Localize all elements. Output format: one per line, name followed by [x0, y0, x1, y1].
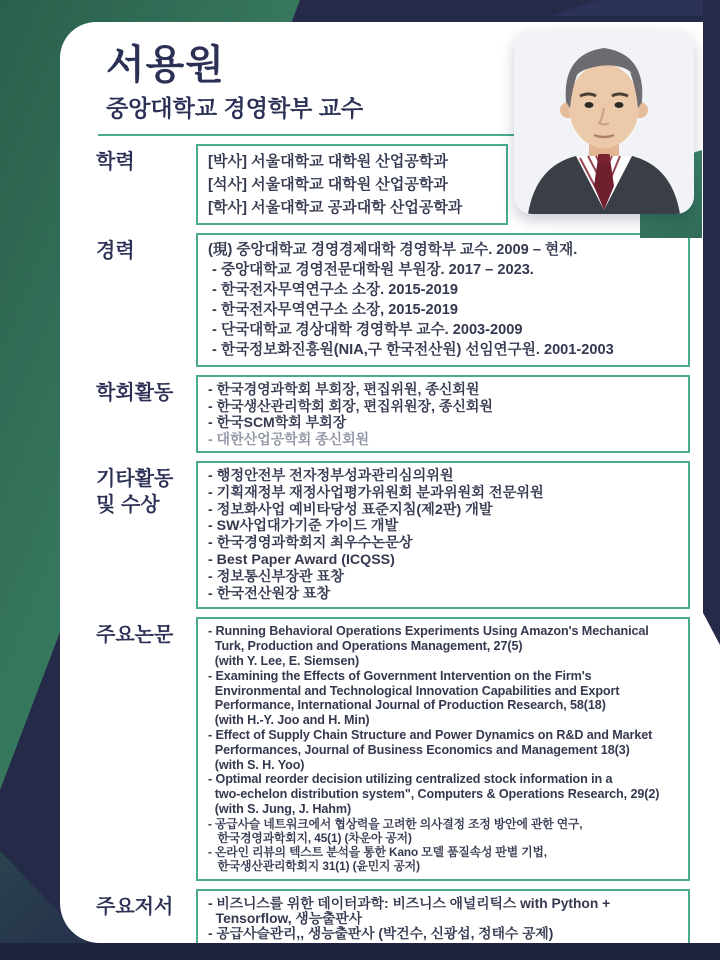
text-line: Performance, International Journal of Production Research, 58(18) — [208, 698, 606, 713]
text-line: - 정보통신부장관 표창 — [208, 568, 344, 585]
section-label-text: 경력 — [96, 240, 135, 262]
background-top-right-accent — [550, 0, 720, 16]
text-line: - 한국생산관리학회 회장, 편집위원장, 종신회원 — [208, 397, 493, 414]
profile-card — [60, 22, 720, 943]
text-line: (with Y. Lee, E. Siemsen) — [208, 653, 360, 668]
text-line: - Running Behavioral Operations Experiments Using Amazon's Mechanical — [208, 624, 649, 639]
text-line: - 온라인 리뷰의 텍스트 분석을 통한 Kano 모델 품질속성 판별 기법, — [208, 845, 547, 860]
section-papers — [96, 617, 690, 880]
section-label-text: 학력 — [96, 151, 135, 173]
section-label-text: 주요저서 — [96, 895, 174, 918]
profile-photo — [514, 30, 694, 214]
text-line: [학사] 서울대학교 공과대학 산업공학과 — [208, 199, 463, 216]
text-line: - Best Paper Award (ICQSS) — [208, 551, 395, 568]
text-line: - 단국대학교 경상대학 경영학부 교수. 2003-2009 — [208, 322, 523, 338]
section-label-text: 및 수상 — [96, 494, 160, 516]
text-line: - 한국SCM학회 부회장 — [208, 414, 347, 430]
text-line: Performances, Journal of Business Economics and Management 18(3) — [208, 742, 630, 757]
text-line: [박사] 서울대학교 대학원 산업공학과 — [208, 153, 448, 170]
section-label-text: 주요논문 — [96, 624, 174, 647]
text-line: - 비즈니스를 위한 데이터과학: 비즈니스 애널리틱스 with Python + — [208, 895, 611, 911]
text-line: - 한국전자무역연구소 소장, 2015-2019 — [208, 302, 458, 318]
text-line: - 공급사슬관리,, 생능출판사 (박건수, 신광섭, 정태수 공제) — [208, 925, 554, 941]
section-box-education — [196, 144, 508, 225]
text-line: - 행정안전부 전자정부성과관리심의위원 — [208, 468, 454, 484]
text-line: [석사] 서울대학교 대학원 산업공학과 — [208, 176, 448, 193]
section-books — [96, 889, 690, 948]
text-line: Environmental and Technological Innovation Capabilities and Export — [208, 683, 620, 698]
text-line: - 정보화사업 예비타당성 표준지침(제2판) 개발 — [208, 501, 493, 518]
header-divider — [98, 134, 541, 136]
section-box-etc-awards — [196, 461, 690, 609]
text-line: Turk, Production and Operations Management, 27(5) — [208, 639, 523, 654]
portrait-illustration — [514, 30, 694, 214]
text-line: (現) 중앙대학교 경영경제대학 경영학부 교수. 2009 – 현재. — [208, 242, 578, 258]
text-line: 한국생산관리학회지 31(1) (윤민지 공저) — [208, 859, 420, 874]
section-label-papers — [96, 617, 196, 648]
text-line: - 한국전산원장 표창 — [208, 585, 331, 602]
text-line: (with S. Jung, J. Hahm) — [208, 801, 352, 816]
text-line: - 한국경영과학회지 최우수논문상 — [208, 535, 413, 552]
section-label-text: 기타활동 — [96, 468, 174, 490]
text-line: - Examining the Effects of Government Intervention on the Firm's — [208, 668, 592, 683]
section-label-etc-awards — [96, 461, 196, 518]
section-label-books — [96, 889, 196, 920]
section-label-education — [96, 144, 196, 175]
section-box-career — [196, 233, 690, 367]
text-line: 한국경영과학회지, 45(1) (차운아 공저) — [208, 830, 412, 845]
section-box-papers — [196, 617, 690, 880]
text-line: two-echelon distribution system", Computers & Operations Research, 29(2) — [208, 787, 660, 802]
section-society — [96, 375, 690, 453]
text-line: (with S. H. Yoo) — [208, 757, 305, 772]
sections-container — [96, 144, 690, 948]
section-career — [96, 233, 690, 367]
text-line: - 대한산업공학회 종신회원 — [208, 430, 370, 447]
text-line: - 공급사슬 네트워크에서 협상력을 고려한 의사결정 조정 방안에 관한 연구, — [208, 816, 583, 831]
section-etc-awards — [96, 461, 690, 609]
text-line: (with H.-Y. Joo and H. Min) — [208, 713, 370, 728]
text-line: - SW사업대가기준 가이드 개발 — [208, 518, 399, 535]
profile-title: 중앙대학교 경영학부 교수 — [106, 95, 364, 121]
section-label-society — [96, 375, 196, 406]
text-line: - 기획재정부 재정사업평가위원회 분과위원회 전문위원 — [208, 484, 544, 501]
background-bottom-band — [0, 943, 720, 960]
text-line: Tensorflow, 생능출판사 — [208, 910, 363, 926]
section-box-books — [196, 889, 690, 948]
section-box-society — [196, 375, 690, 453]
text-line: - Effect of Supply Chain Structure and Power Dynamics on R&D and Market — [208, 727, 653, 742]
text-line: - 한국정보화진흥원(NIA,구 한국전산원) 선임연구원. 2001-2003 — [208, 342, 614, 358]
text-line: - 중앙대학교 경영전문대학원 부원장. 2017 – 2023. — [208, 262, 534, 278]
text-line: - Optimal reorder decision utilizing centralized stock information in a — [208, 772, 613, 787]
text-line: - 한국경영과학회 부회장, 편집위원, 종신회원 — [208, 381, 480, 397]
text-line: - 한국전자무역연구소 소장. 2015-2019 — [208, 282, 458, 298]
section-label-career — [96, 233, 196, 264]
profile-name: 서용원 — [106, 43, 225, 87]
background-right-strip — [703, 0, 720, 645]
section-label-text: 학회활동 — [96, 382, 174, 404]
